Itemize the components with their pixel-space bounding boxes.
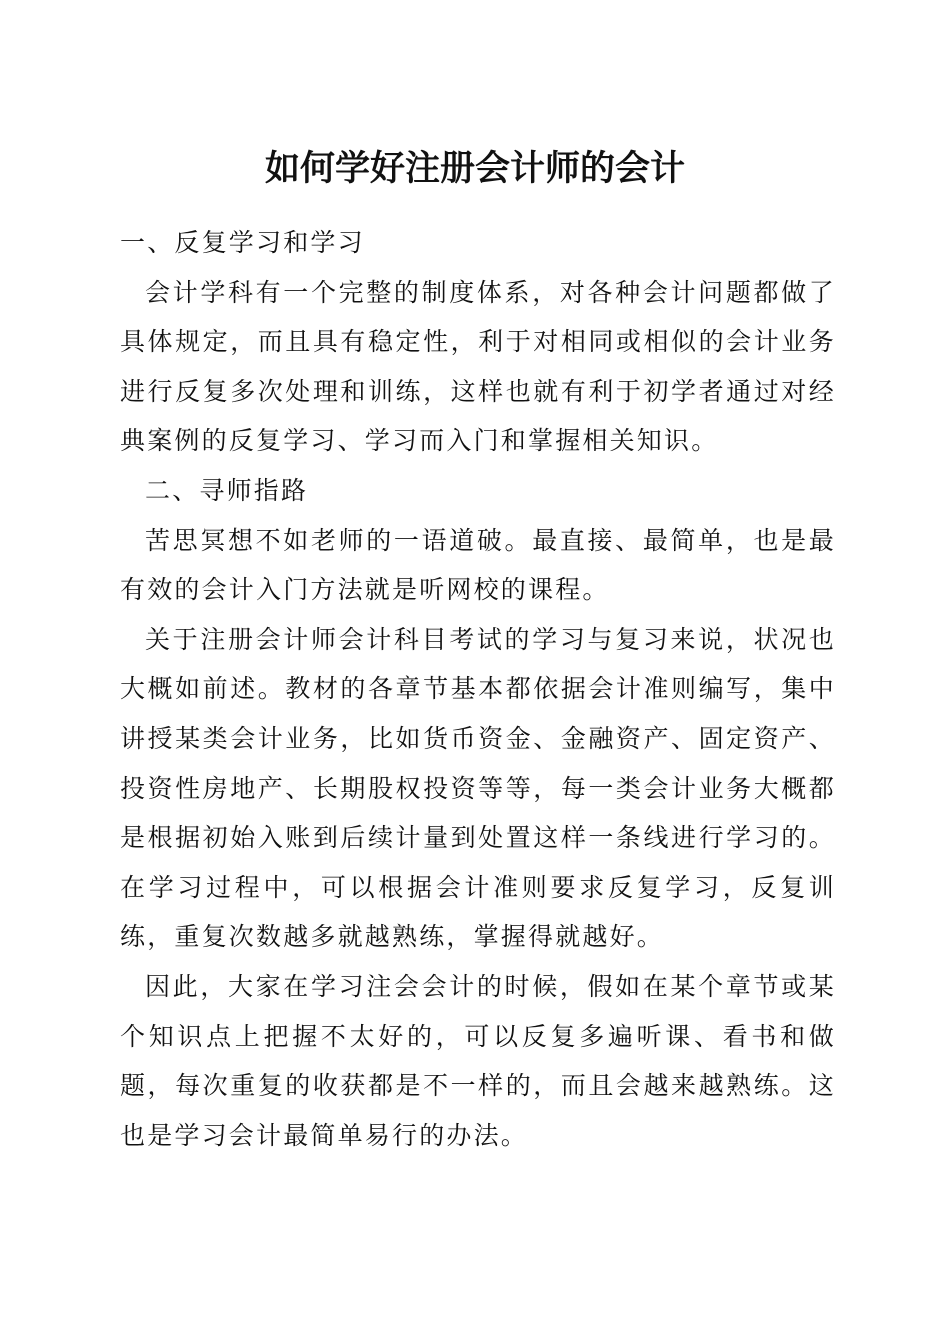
- document-body: [120, 218, 836, 1160]
- paragraph-4: 因此，大家在学习注会会计的时候，假如在某个章节或某个知识点上把握不太好的，可以反复多遍听课、看书和做题，每次重复的收获都是不一样的，而且会越来越熟练。这也是学习会计最简单易行的办法。: [120, 971, 836, 1150]
- paragraph-1: 会计学科有一个完整的制度体系，对各种会计问题都做了具体规定，而且具有稳定性，利于对相同或相似的会计业务进行反复多次处理和训练，这样也就有利于初学者通过对经典案例的反复学习、学习而入门和掌握相关知识。: [120, 277, 836, 456]
- document-title: 如何学好注册会计师的会计: [264, 148, 685, 189]
- paragraph-2: 苦思冥想不如老师的一语道破。最直接、最简单，也是最有效的会计入门方法就是听网校的课程。: [120, 525, 836, 605]
- section-heading-1: 一、反复学习和学习: [120, 228, 365, 257]
- paragraph-3: 关于注册会计师会计科目考试的学习与复习来说，状况也大概如前述。教材的各章节基本都依据会计准则编写，集中讲授某类会计业务，比如货币资金、金融资产、固定资产、投资性房地产、长期股权投资等等，每一类会计业务大概都是根据初始入账到后续计量到处置这样一条线进行学习的。在学习过程中，可以根据会计准则要求反复学习，反复训练，重复次数越多就越熟练，掌握得就越好。: [120, 624, 836, 952]
- section-heading-2: 二、寻师指路: [145, 475, 309, 505]
